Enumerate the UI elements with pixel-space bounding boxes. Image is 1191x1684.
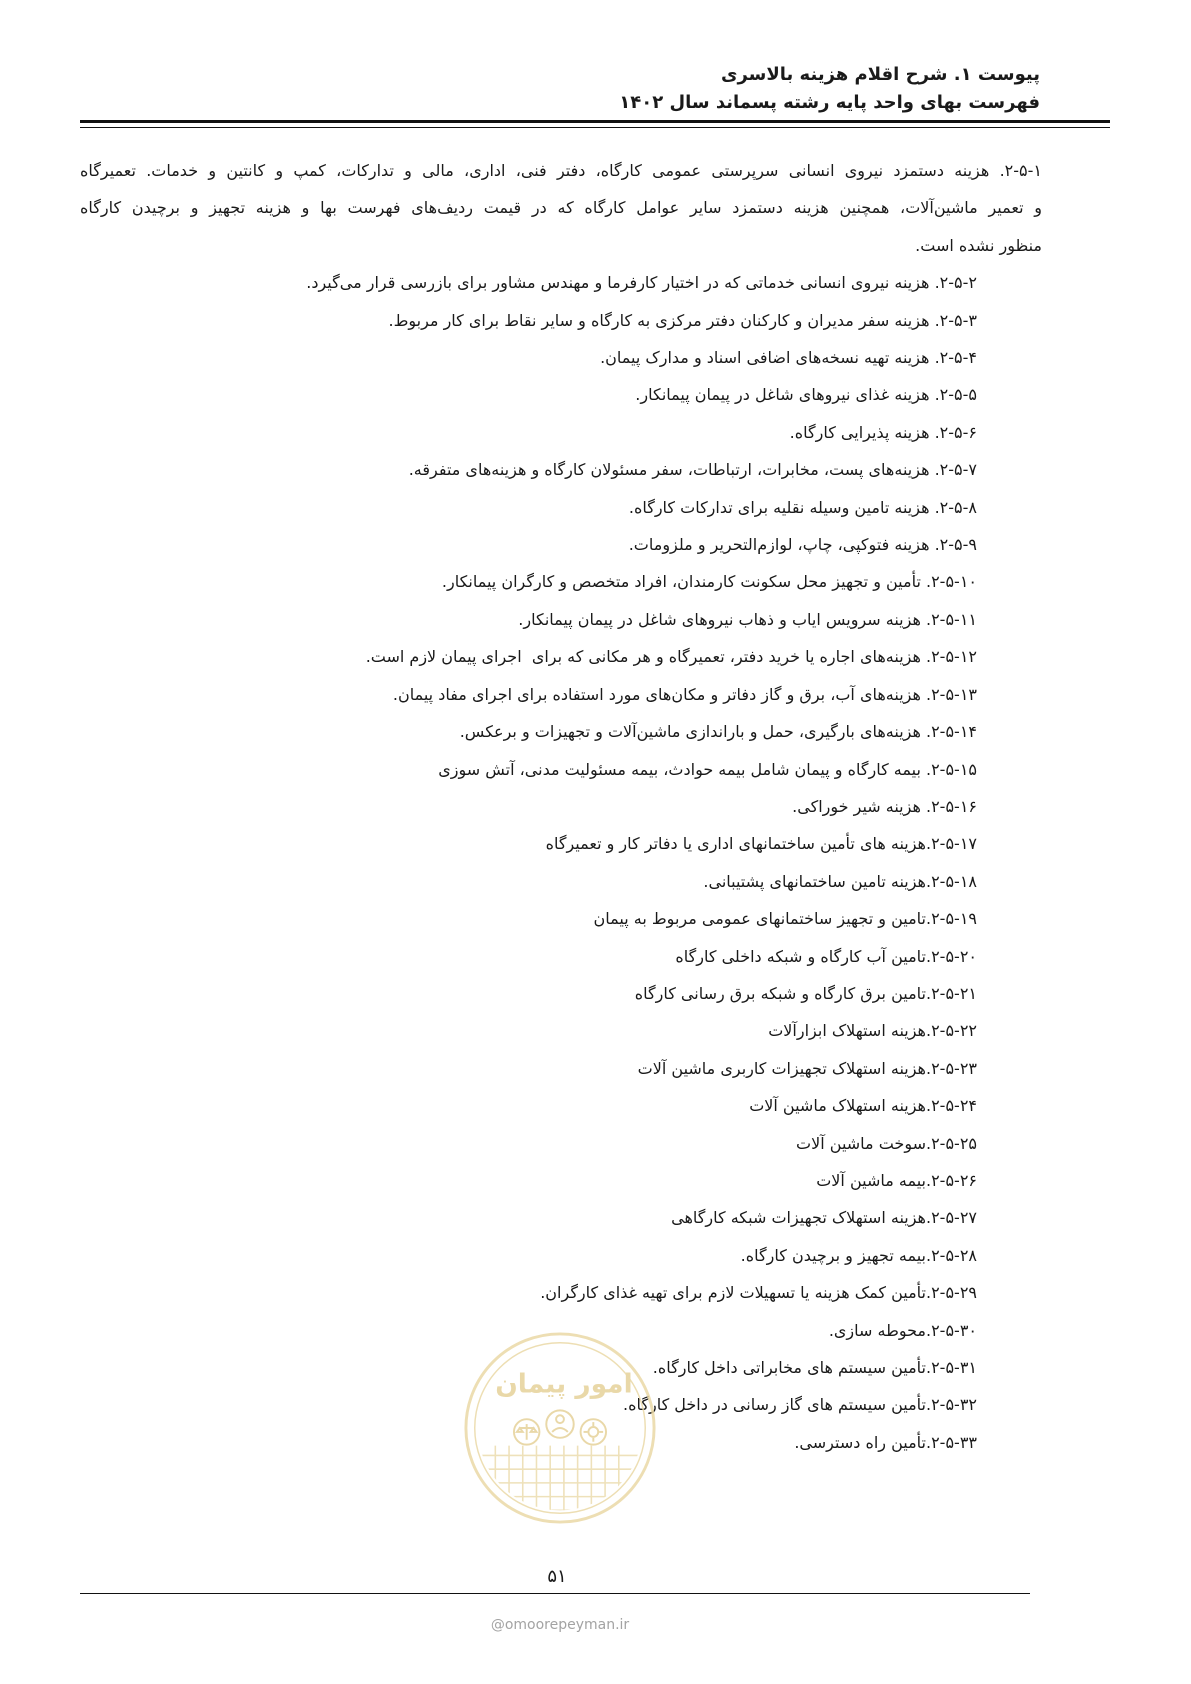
list-item: ۲-۵-۱۴. هزینه‌های بارگیری، حمل و باراندازی ماشین‌آلات و تجهیزات و برعکس. xyxy=(459,722,977,742)
list-item: ۲-۵-۷. هزینه‌های پست، مخابرات، ارتباطات، سفر مسئولان کارگاه و هزینه‌های متفرقه. xyxy=(408,460,977,480)
header-rule-thin xyxy=(80,127,1110,128)
page-subtitle: فهرست بهای واحد پایه رشته پسماند سال ۱۴۰۲ xyxy=(619,92,1040,113)
intro-line: ۲-۵-۱. هزینه دستمزد نیروی انسانی سرپرستی عمومی کارگاه، دفتر فنی، اداری، مالی و تدارکات، کمپ و کانتین و خدمات. تعمیرگاه xyxy=(80,161,1042,180)
list-item: ۲-۵-۲۱.تامین برق کارگاه و شبکه برق رسانی کارگاه xyxy=(634,983,977,1003)
list-item: ۲-۵-۱۷.هزینه های تأمین ساختمانهای اداری یا دفاتر کار و تعمیرگاه xyxy=(545,834,977,854)
website-watermark: @omoorepeyman.ir xyxy=(490,1617,630,1633)
list-item: ۲-۵-۲۲.هزینه استهلاک ابزارآلات xyxy=(768,1021,977,1041)
intro-line: منظور نشده است. xyxy=(915,235,1042,255)
list-item: ۲-۵-۳۲.تأمین سیستم های گاز رسانی در داخل کارگاه. xyxy=(623,1395,977,1415)
footer-rule xyxy=(80,1593,1030,1594)
list-item: ۲-۵-۹. هزینه فتوکپی، چاپ، لوازم‌التحریر و ملزومات. xyxy=(628,535,977,555)
list-item: ۲-۵-۴. هزینه تهیه نسخه‌های اضافی اسناد و مدارک پیمان. xyxy=(600,348,977,368)
list-item: ۲-۵-۱۰. تأمین و تجهیز محل سکونت کارمندان، افراد متخصص و کارگران پیمانکار. xyxy=(441,572,977,592)
list-item: ۲-۵-۲۷.هزینه استهلاک تجهیزات شبکه کارگاهی xyxy=(671,1208,977,1228)
list-item: ۲-۵-۲۳.هزینه استهلاک تجهیزات کاربری ماشین آلات xyxy=(637,1058,977,1078)
list-item: ۲-۵-۲۰.تامین آب کارگاه و شبکه داخلی کارگاه xyxy=(675,946,977,966)
list-item: ۲-۵-۲۵.سوخت ماشین آلات xyxy=(796,1133,977,1153)
list-item: ۲-۵-۵. هزینه غذای نیروهای شاغل در پیمان پیمانکار. xyxy=(635,385,977,405)
list-item: ۲-۵-۱۱. هزینه سرویس ایاب و ذهاب نیروهای شاغل در پیمان پیمانکار. xyxy=(518,609,977,629)
page-number: ۵۱ xyxy=(547,1566,567,1587)
watermark-seal xyxy=(462,1330,658,1526)
list-item: ۲-۵-۱۹.تامین و تجهیز ساختمانهای عمومی مربوط به پیمان xyxy=(593,909,977,929)
seal-gear-icon xyxy=(581,1419,606,1444)
list-item-intro xyxy=(80,152,1042,264)
page-header xyxy=(280,61,1040,117)
page-title: پیوست ۱. شرح اقلام هزینه بالاسری xyxy=(720,64,1040,85)
list-item: ۲-۵-۲۶.بیمه ماشین آلات xyxy=(816,1170,977,1190)
seal-scale-icon xyxy=(514,1419,539,1444)
list-item: ۲-۵-۲۹.تأمین کمک هزینه یا تسهیلات لازم برای تهیه غذای کارگران. xyxy=(540,1283,977,1303)
list-item: ۲-۵-۳۳.تأمین راه دسترسی. xyxy=(794,1432,977,1452)
list-item: ۲-۵-۲۸.بیمه تجهیز و برچیدن کارگاه. xyxy=(740,1245,977,1265)
list-item: ۲-۵-۳۱.تأمین سیستم های مخابراتی داخل کارگاه. xyxy=(652,1358,977,1377)
watermark-text: امور پیمان xyxy=(495,1368,633,1400)
list-item: ۲-۵-۸. هزینه تامین وسیله نقلیه برای تدارکات کارگاه. xyxy=(628,497,977,517)
list-item: ۲-۵-۶. هزینه پذیرایی کارگاه. xyxy=(789,422,977,442)
list-item: ۲-۵-۳۰.محوطه سازی. xyxy=(828,1320,977,1340)
seal-people-icon xyxy=(546,1410,573,1437)
list-item: ۲-۵-۱۸.هزینه تامین ساختمانهای پشتیبانی. xyxy=(703,871,977,891)
list-item: ۲-۵-۱۳. هزینه‌های آب، برق و گاز دفاتر و مکان‌های مورد استفاده برای اجرای مفاد پیمان. xyxy=(392,684,977,704)
list-item: ۲-۵-۱۶. هزینه شیر خوراکی. xyxy=(792,796,977,816)
list-item: ۲-۵-۳. هزینه سفر مدیران و کارکنان دفتر مرکزی به کارگاه و سایر نقاط برای کار مربوط. xyxy=(388,310,977,330)
list-item: ۲-۵-۱۲. هزینه‌های اجاره یا خرید دفتر، تعمیرگاه و هر مکانی که برای اجرای پیمان لازم است. xyxy=(365,647,977,667)
list-item: ۲-۵-۱۵. بیمه کارگاه و پیمان شامل بیمه حوادث، بیمه مسئولیت مدنی، آتش سوزی xyxy=(438,759,977,779)
overhead-items-list xyxy=(80,152,1042,1461)
list-item: ۲-۵-۲. هزینه نیروی انسانی خدماتی که در اختیار کارفرما و مهندس مشاور برای بازرسی قرار می‌گیرد. xyxy=(306,273,977,293)
intro-line: و تعمیر ماشین‌آلات، همچنین هزینه دستمزد سایر عوامل کارگاه که در قیمت ردیف‌های فهرست بها و هزینه تجهیز و برچیدن کارگاه xyxy=(80,198,1042,218)
header-rule-thick xyxy=(80,120,1110,123)
list-item: ۲-۵-۲۴.هزینه استهلاک ماشین آلات xyxy=(749,1096,977,1116)
